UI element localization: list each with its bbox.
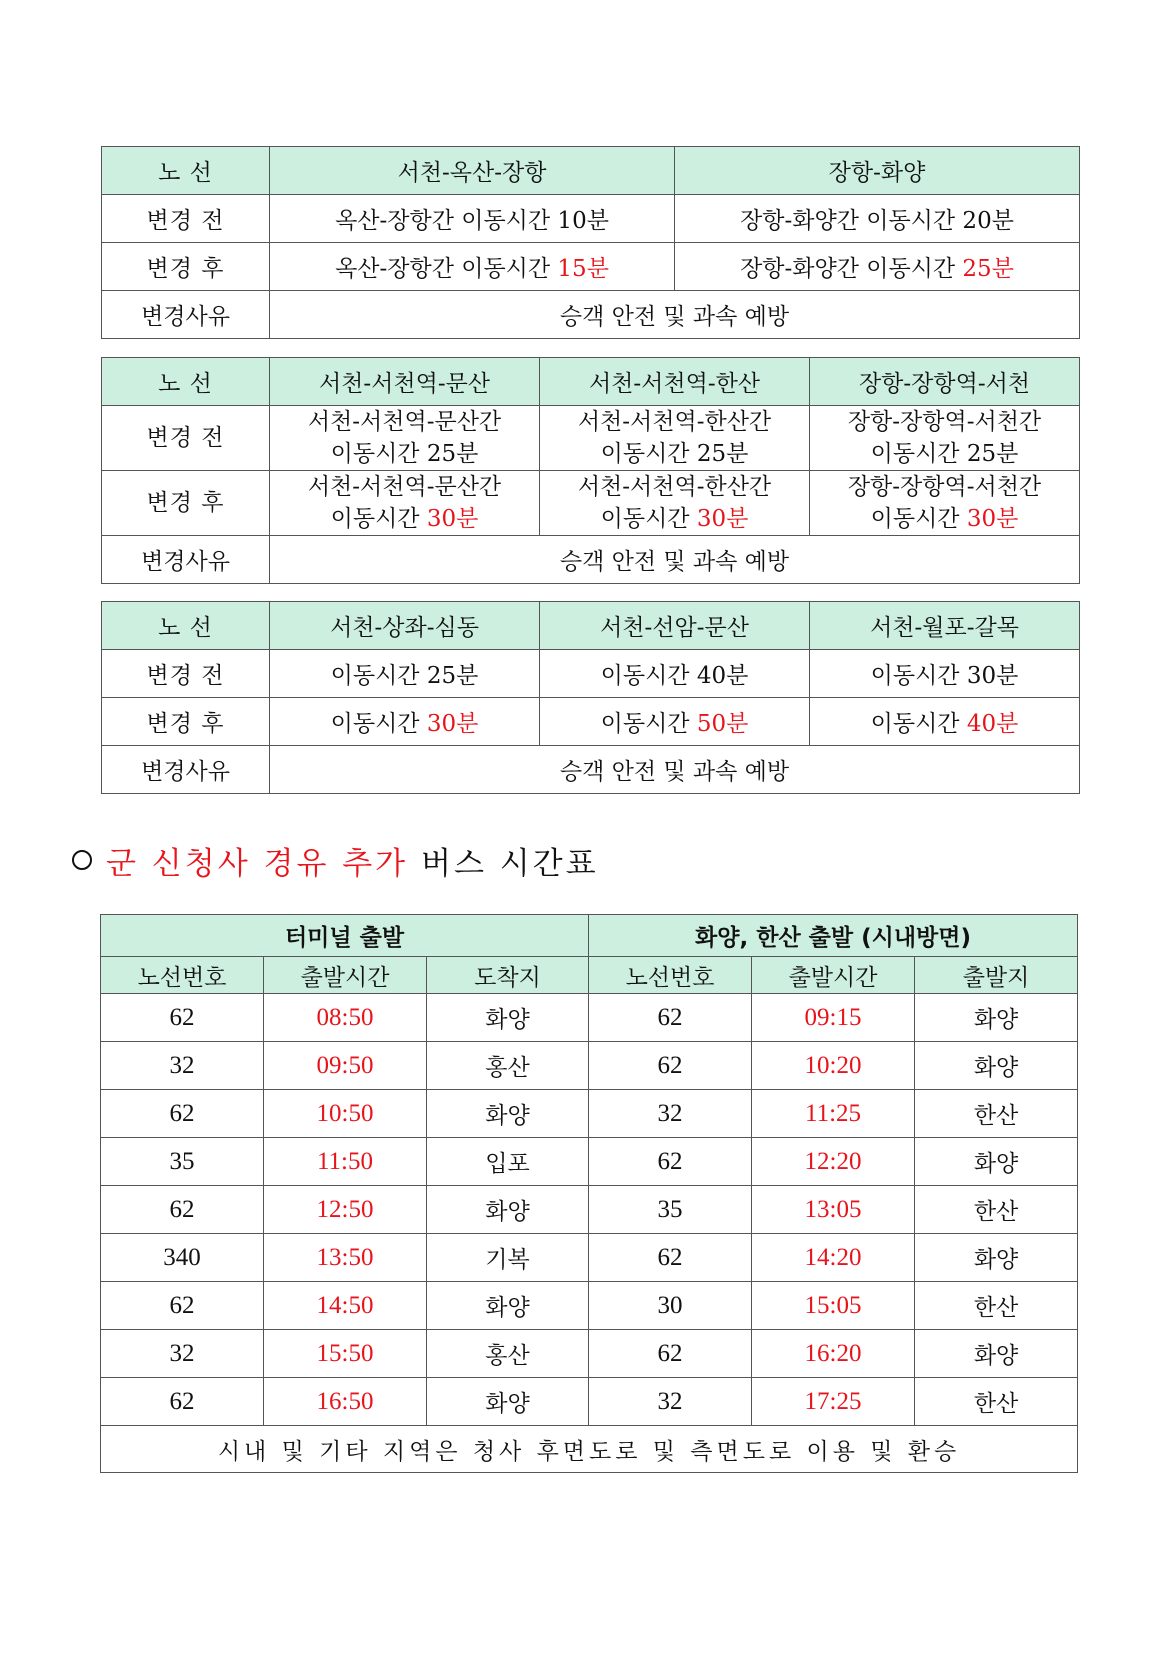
table-row bbox=[101, 1042, 1078, 1090]
after-cell: 서천-서천역-문산간 이동시간 30분 bbox=[270, 471, 540, 536]
route-header-row bbox=[102, 602, 1080, 650]
route-name: 서천-월포-갈목 bbox=[810, 602, 1080, 650]
reason-label: 변경사유 bbox=[102, 746, 270, 794]
origin: 화양 bbox=[915, 1330, 1078, 1378]
timetable-footnote: 시내 및 기타 지역은 청사 후면도로 및 측면도로 이용 및 환승 bbox=[101, 1426, 1078, 1473]
origin: 화양 bbox=[915, 1138, 1078, 1186]
destination: 화양 bbox=[427, 1282, 589, 1330]
route-change-table-1 bbox=[101, 146, 1080, 339]
after-label: 변경 후 bbox=[102, 471, 270, 536]
bullet-circle-icon bbox=[72, 850, 92, 870]
departure-time: 14:20 bbox=[752, 1234, 915, 1282]
before-cell: 이동시간 40분 bbox=[540, 650, 810, 698]
reason-text: 승객 안전 및 과속 예방 bbox=[270, 536, 1080, 584]
departure-time: 10:50 bbox=[264, 1090, 427, 1138]
departure-time: 14:50 bbox=[264, 1282, 427, 1330]
reason-label: 변경사유 bbox=[102, 536, 270, 584]
destination: 화양 bbox=[427, 1090, 589, 1138]
route-number: 340 bbox=[101, 1234, 264, 1282]
after-cell: 이동시간 40분 bbox=[810, 698, 1080, 746]
before-cell: 옥산-장항간 이동시간 10분 bbox=[270, 195, 675, 243]
group-terminal-departure: 터미널 출발 bbox=[101, 915, 589, 957]
new-time: 30분 bbox=[966, 506, 1019, 532]
departure-time: 08:50 bbox=[264, 994, 427, 1042]
group-downtown-bound: 화양, 한산 출발 (시내방면) bbox=[589, 915, 1078, 957]
departure-time: 11:50 bbox=[264, 1138, 427, 1186]
heading-highlight: 군 신청사 경유 추가 bbox=[106, 846, 409, 882]
before-cell: 장항-장항역-서천간 이동시간 25분 bbox=[810, 406, 1080, 471]
heading-text: 버스 시간표 bbox=[408, 846, 599, 882]
timetable-body bbox=[101, 994, 1078, 1426]
reason-text: 승객 안전 및 과속 예방 bbox=[270, 291, 1080, 339]
departure-time: 13:05 bbox=[752, 1186, 915, 1234]
table-row bbox=[101, 1138, 1078, 1186]
departure-time: 10:20 bbox=[752, 1042, 915, 1090]
destination: 화양 bbox=[427, 1186, 589, 1234]
table-row bbox=[101, 1378, 1078, 1426]
destination: 기복 bbox=[427, 1234, 589, 1282]
table-row bbox=[101, 1186, 1078, 1234]
destination: 화양 bbox=[427, 1378, 589, 1426]
route-change-table-2 bbox=[101, 357, 1080, 584]
column-header: 출발시간 bbox=[752, 957, 915, 994]
table-row bbox=[101, 994, 1078, 1042]
route-name: 장항-화양 bbox=[675, 147, 1080, 195]
route-change-table-3 bbox=[101, 601, 1080, 794]
route-number: 62 bbox=[101, 1186, 264, 1234]
route-name: 서천-옥산-장항 bbox=[270, 147, 675, 195]
before-label: 변경 전 bbox=[102, 650, 270, 698]
after-cell: 이동시간 30분 bbox=[270, 698, 540, 746]
before-label: 변경 전 bbox=[102, 195, 270, 243]
departure-time: 09:15 bbox=[752, 994, 915, 1042]
before-row bbox=[102, 406, 1080, 471]
destination: 입포 bbox=[427, 1138, 589, 1186]
new-time: 40분 bbox=[966, 711, 1019, 737]
departure-time: 11:25 bbox=[752, 1090, 915, 1138]
route-label: 노 선 bbox=[102, 358, 270, 406]
departure-time: 09:50 bbox=[264, 1042, 427, 1090]
departure-time: 16:50 bbox=[264, 1378, 427, 1426]
table-row bbox=[101, 1234, 1078, 1282]
after-cell: 서천-서천역-한산간 이동시간 30분 bbox=[540, 471, 810, 536]
route-number: 35 bbox=[101, 1138, 264, 1186]
after-row bbox=[102, 243, 1080, 291]
departure-time: 15:05 bbox=[752, 1282, 915, 1330]
column-header: 노선번호 bbox=[101, 957, 264, 994]
before-label: 변경 전 bbox=[102, 406, 270, 471]
before-cell: 서천-서천역-한산간 이동시간 25분 bbox=[540, 406, 810, 471]
section-heading bbox=[72, 838, 599, 883]
route-header-row bbox=[102, 358, 1080, 406]
before-cell: 이동시간 25분 bbox=[270, 650, 540, 698]
column-header: 출발시간 bbox=[264, 957, 427, 994]
origin: 화양 bbox=[915, 1234, 1078, 1282]
new-time: 30분 bbox=[426, 711, 479, 737]
departure-time: 17:25 bbox=[752, 1378, 915, 1426]
after-cell: 이동시간 50분 bbox=[540, 698, 810, 746]
route-number: 30 bbox=[589, 1282, 752, 1330]
origin: 한산 bbox=[915, 1282, 1078, 1330]
after-cell: 장항-장항역-서천간 이동시간 30분 bbox=[810, 471, 1080, 536]
departure-time: 12:50 bbox=[264, 1186, 427, 1234]
route-number: 62 bbox=[589, 1330, 752, 1378]
destination: 홍산 bbox=[427, 1042, 589, 1090]
route-number: 62 bbox=[101, 1090, 264, 1138]
route-number: 62 bbox=[101, 994, 264, 1042]
new-time: 30분 bbox=[426, 506, 479, 532]
reason-text: 승객 안전 및 과속 예방 bbox=[270, 746, 1080, 794]
route-header-row bbox=[102, 147, 1080, 195]
group-header-row bbox=[101, 915, 1078, 957]
origin: 한산 bbox=[915, 1186, 1078, 1234]
before-cell: 이동시간 30분 bbox=[810, 650, 1080, 698]
route-number: 62 bbox=[101, 1282, 264, 1330]
new-time: 15분 bbox=[557, 256, 609, 282]
before-cell: 장항-화양간 이동시간 20분 bbox=[675, 195, 1080, 243]
route-label: 노 선 bbox=[102, 602, 270, 650]
table-row bbox=[101, 1090, 1078, 1138]
route-number: 32 bbox=[101, 1042, 264, 1090]
departure-time: 15:50 bbox=[264, 1330, 427, 1378]
route-name: 서천-서천역-한산 bbox=[540, 358, 810, 406]
route-name: 장항-장항역-서천 bbox=[810, 358, 1080, 406]
after-row bbox=[102, 698, 1080, 746]
table-row bbox=[101, 1282, 1078, 1330]
origin: 한산 bbox=[915, 1090, 1078, 1138]
after-row bbox=[102, 471, 1080, 536]
reason-row bbox=[102, 291, 1080, 339]
departure-time: 12:20 bbox=[752, 1138, 915, 1186]
route-number: 62 bbox=[589, 994, 752, 1042]
route-number: 35 bbox=[589, 1186, 752, 1234]
route-number: 32 bbox=[101, 1330, 264, 1378]
after-cell: 옥산-장항간 이동시간 15분 bbox=[270, 243, 675, 291]
departure-time: 13:50 bbox=[264, 1234, 427, 1282]
column-header: 도착지 bbox=[427, 957, 589, 994]
after-label: 변경 후 bbox=[102, 698, 270, 746]
before-row bbox=[102, 650, 1080, 698]
destination: 화양 bbox=[427, 994, 589, 1042]
origin: 화양 bbox=[915, 994, 1078, 1042]
column-header: 노선번호 bbox=[589, 957, 752, 994]
origin: 한산 bbox=[915, 1378, 1078, 1426]
route-number: 32 bbox=[589, 1378, 752, 1426]
route-number: 62 bbox=[589, 1042, 752, 1090]
table-row bbox=[101, 1330, 1078, 1378]
column-header: 출발지 bbox=[915, 957, 1078, 994]
route-number: 62 bbox=[589, 1138, 752, 1186]
before-row bbox=[102, 195, 1080, 243]
route-number: 62 bbox=[589, 1234, 752, 1282]
route-name: 서천-선암-문산 bbox=[540, 602, 810, 650]
route-number: 62 bbox=[101, 1378, 264, 1426]
route-label: 노 선 bbox=[102, 147, 270, 195]
new-time: 25분 bbox=[962, 256, 1014, 282]
column-header-row bbox=[101, 957, 1078, 994]
origin: 화양 bbox=[915, 1042, 1078, 1090]
timetable-footer-row bbox=[101, 1426, 1078, 1473]
destination: 홍산 bbox=[427, 1330, 589, 1378]
reason-row bbox=[102, 536, 1080, 584]
after-label: 변경 후 bbox=[102, 243, 270, 291]
bus-timetable bbox=[100, 914, 1078, 1473]
reason-label: 변경사유 bbox=[102, 291, 270, 339]
route-name: 서천-상좌-심동 bbox=[270, 602, 540, 650]
before-cell: 서천-서천역-문산간 이동시간 25분 bbox=[270, 406, 540, 471]
route-number: 32 bbox=[589, 1090, 752, 1138]
departure-time: 16:20 bbox=[752, 1330, 915, 1378]
reason-row bbox=[102, 746, 1080, 794]
after-cell: 장항-화양간 이동시간 25분 bbox=[675, 243, 1080, 291]
new-time: 30분 bbox=[696, 506, 749, 532]
new-time: 50분 bbox=[696, 711, 749, 737]
route-name: 서천-서천역-문산 bbox=[270, 358, 540, 406]
